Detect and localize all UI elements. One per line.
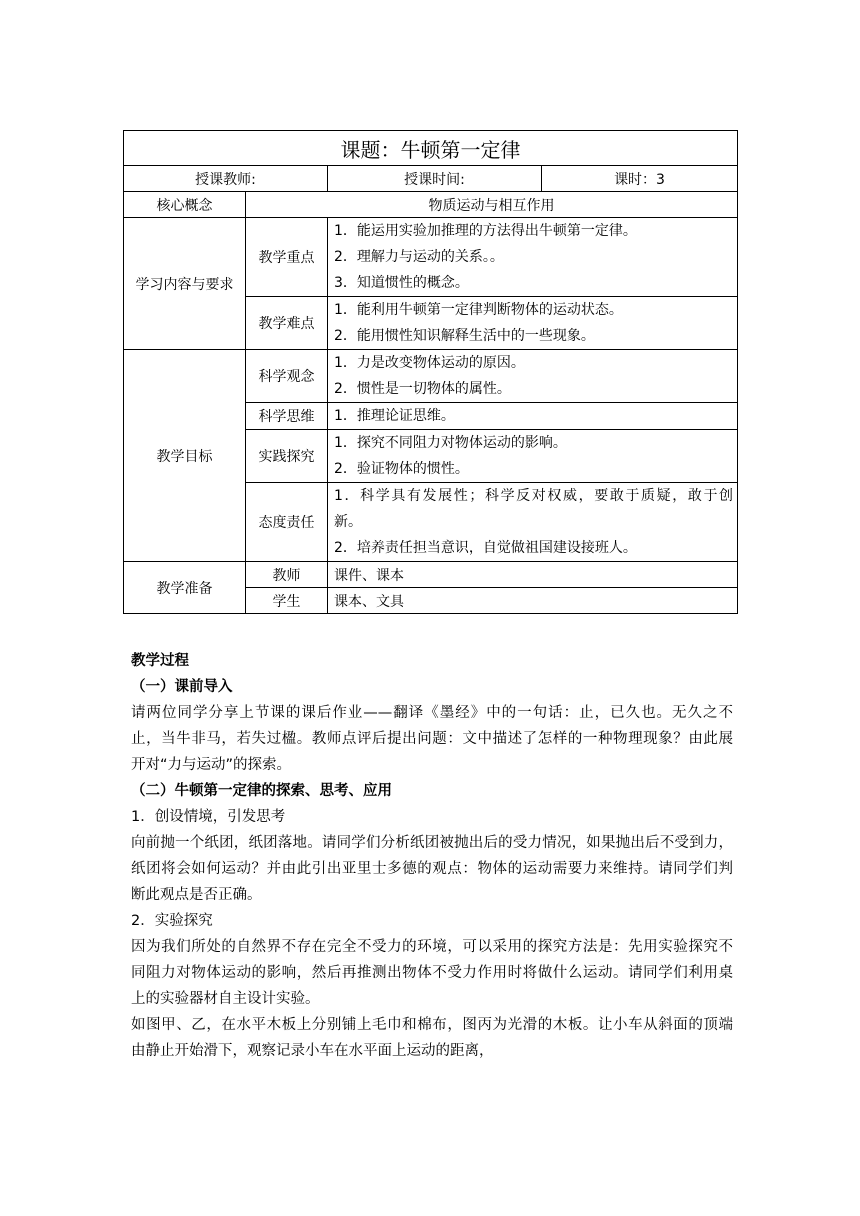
paragraph-line: 上的实验器材自主设计实验。 (131, 991, 320, 1007)
scientific-view-label: 科学观念 (246, 350, 328, 403)
attitude-label: 态度责任 (246, 483, 328, 562)
practice-list (328, 430, 738, 483)
prep-student-label: 学生 (246, 588, 328, 614)
list-item: 1．探究不同阻力对物体运动的影响。 (334, 435, 567, 451)
lesson-title: 课题：牛顿第一定律 (124, 131, 738, 166)
key-points-list (328, 218, 738, 297)
paragraph-line: 向前抛一个纸团，纸团落地。请同学们分析纸团被抛出后的受力情况，如果抛出后不受到力， (131, 835, 733, 851)
list-item: 2．理解力与运动的关系。。 (334, 249, 504, 265)
learning-content-label: 学习内容与要求 (124, 218, 246, 350)
scientific-thinking-list (328, 403, 738, 430)
step-heading: 2．实验探究 (131, 913, 213, 929)
paragraph-line: 因为我们所处的自然界不存在完全不受力的环境，可以采用的探究方法是：先用实验探究不 (131, 939, 733, 955)
list-item: 3．知道惯性的概念。 (334, 275, 469, 291)
prep-student-value: 课本、文具 (328, 588, 738, 614)
paragraph-line: 断此观点是否正确。 (131, 887, 262, 903)
list-item-continued: 新。 (334, 514, 362, 530)
core-concept-label: 核心概念 (124, 192, 246, 218)
scientific-view-list (328, 350, 738, 403)
prep-teacher-value: 课件、课本 (328, 562, 738, 588)
key-points-label: 教学重点 (246, 218, 328, 297)
list-item: 1．能利用牛顿第一定律判断物体的运动状态。 (334, 302, 623, 318)
list-item: 2．惯性是一切物体的属性。 (334, 381, 511, 397)
practice-label: 实践探究 (246, 430, 328, 483)
attitude-list (328, 483, 738, 562)
difficulties-label: 教学难点 (246, 297, 328, 350)
list-item: 2．能用惯性知识解释生活中的一些现象。 (334, 328, 595, 344)
preparation-label: 教学准备 (124, 562, 246, 614)
list-item: 2．培养责任担当意识，自觉做祖国建设接班人。 (334, 540, 637, 556)
subsection-heading: （二）牛顿第一定律的探索、思考、应用 (131, 783, 392, 799)
teacher-label: 授课教师: (124, 166, 328, 192)
section-heading: 教学过程 (131, 653, 189, 669)
prep-teacher-label: 教师 (246, 562, 328, 588)
teaching-process (131, 648, 733, 1064)
lesson-plan-table (123, 130, 738, 614)
paragraph-line: 同阻力对物体运动的影响，然后再推测出物体不受力作用时将做什么运动。请同学们利用桌 (131, 965, 733, 981)
paragraph-line: 由静止开始滑下，观察记录小车在水平面上运动的距离， (131, 1043, 494, 1059)
periods-label: 课时：3 (542, 166, 738, 192)
paragraph-line: 请两位同学分享上节课的课后作业——翻译《墨经》中的一句话：止，已久也。无久之不 (131, 705, 733, 721)
list-item: 1．能运用实验加推理的方法得出牛顿第一定律。 (334, 223, 637, 239)
time-label: 授课时间: (328, 166, 542, 192)
difficulties-list (328, 297, 738, 350)
list-item: 2．验证物体的惯性。 (334, 461, 469, 477)
list-item: 1．推理论证思维。 (334, 408, 455, 424)
step-heading: 1．创设情境，引发思考 (131, 809, 286, 825)
list-item: 1．科学具有发展性；科学反对权威，要敢于质疑，敢于创 (334, 488, 734, 504)
paragraph-line: 如图甲、乙，在水平木板上分别铺上毛巾和棉布，图丙为光滑的木板。让小车从斜面的顶端 (131, 1017, 733, 1033)
scientific-thinking-label: 科学思维 (246, 403, 328, 430)
core-concept-value: 物质运动与相互作用 (246, 192, 738, 218)
paragraph-line: 开对“力与运动”的探索。 (131, 757, 292, 773)
list-item: 1．力是改变物体运动的原因。 (334, 355, 525, 371)
paragraph-line: 纸团将会如何运动？并由此引出亚里士多德的观点：物体的运动需要力来维持。请同学们判 (131, 861, 733, 877)
paragraph-line: 止，当牛非马，若失过楹。教师点评后提出问题：文中描述了怎样的一种物理现象？由此展 (131, 731, 733, 747)
subsection-heading: （一）课前导入 (131, 679, 233, 695)
teaching-goals-label: 教学目标 (124, 350, 246, 562)
